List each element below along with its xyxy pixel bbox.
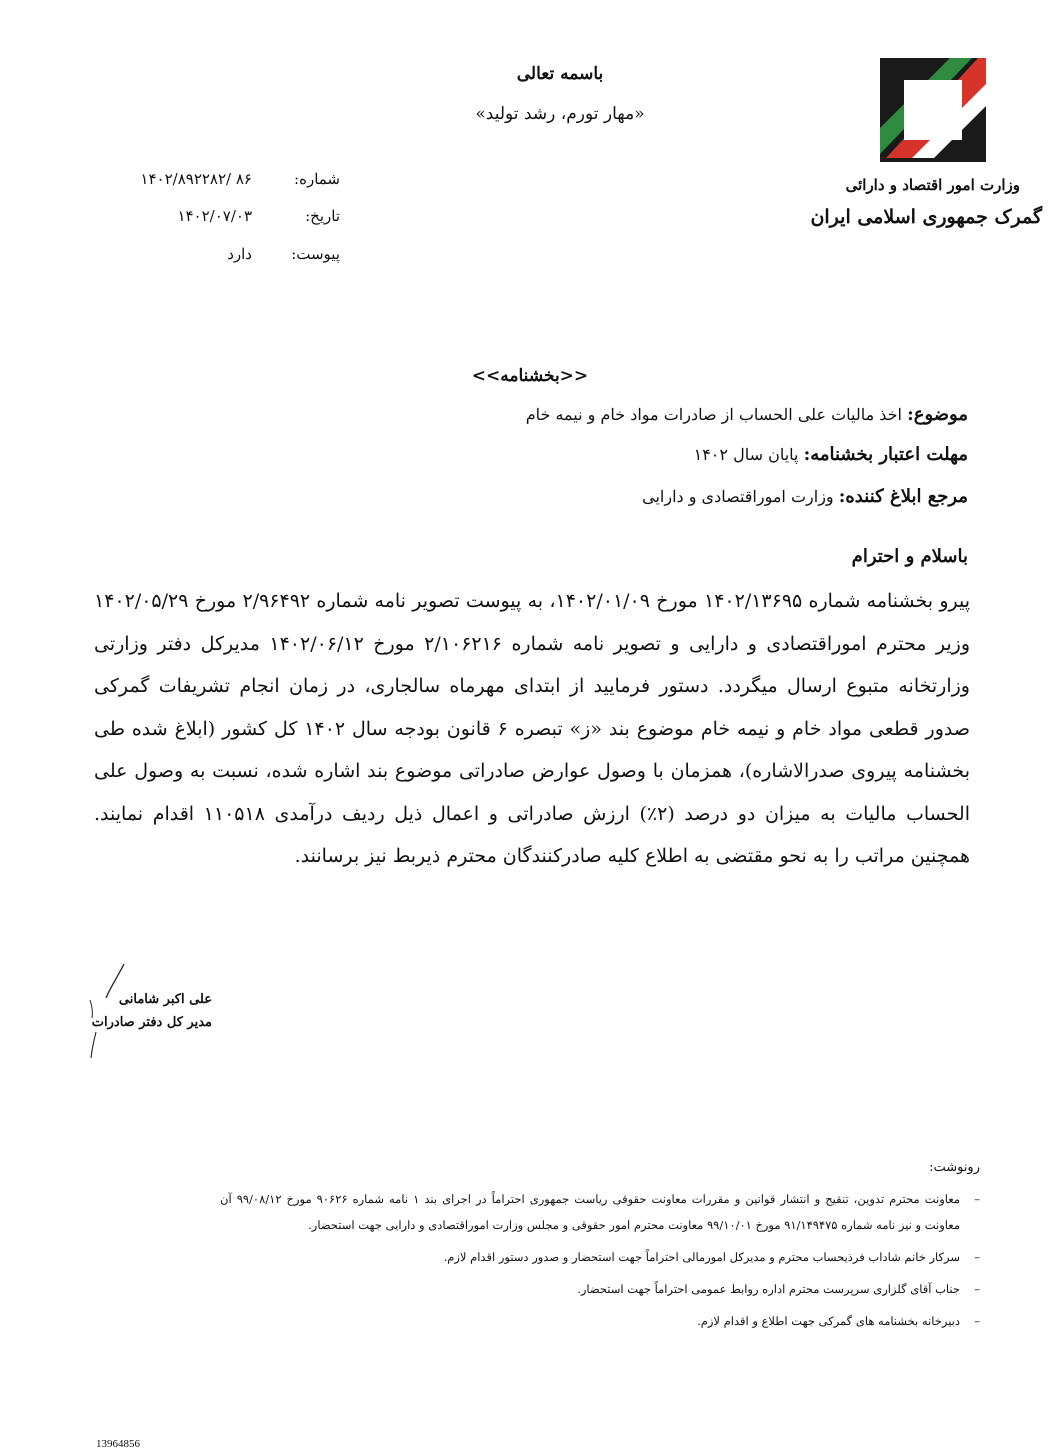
ministry-name: وزارت امور اقتصاد و دارائی: [845, 176, 1020, 194]
authority-field: [88, 486, 968, 507]
number-label: شماره:: [294, 170, 340, 188]
letter-date-row: [100, 207, 340, 233]
invocation-heading: باسمه تعالی: [516, 64, 604, 84]
subject-value: اخذ مالیات علی الحساب از صادرات مواد خام و نیمه خام: [525, 405, 902, 424]
date-label: تاریخ:: [305, 207, 340, 225]
customs-logo-icon: [880, 58, 986, 162]
copies-label: رونوشت:: [929, 1160, 980, 1175]
validity-label: مهلت اعتبار بخشنامه:: [803, 444, 968, 465]
signatory-title: مدیر کل دفتر صادرات: [91, 1015, 212, 1030]
subject-field: [88, 404, 968, 425]
document-id: 13964856: [96, 1438, 140, 1450]
copies-list: [220, 1186, 980, 1340]
letter-number-row: [100, 170, 340, 196]
attachment-label: پیوست:: [291, 245, 340, 263]
letter-attachment-row: [100, 245, 340, 271]
validity-value: پایان سال ۱۴۰۲: [693, 445, 799, 464]
number-value: ۸۶ /۱۴۰۲/۸۹۲۲۸۲: [140, 170, 252, 188]
greeting: باسلام و احترام: [851, 546, 968, 567]
signatory-name: علی اکبر شامانی: [118, 992, 212, 1007]
circular-title: <<بخشنامه>>: [471, 366, 589, 386]
date-value: ۱۴۰۲/۰۷/۰۳: [177, 207, 252, 225]
authority-label: مرجع ابلاغ کننده:: [838, 486, 968, 507]
list-item: – دبیرخانه بخشنامه های گمرکی جهت اطلاع و اقدام لازم.: [220, 1308, 980, 1334]
validity-field: [88, 444, 968, 465]
list-item: – جناب آقای گلزاری سرپرست محترم اداره روابط عمومی احتراماً جهت استحضار.: [220, 1276, 980, 1302]
year-slogan: «مهار تورم، رشد تولید»: [475, 104, 645, 124]
list-item: – سرکار خانم شاداب فرذیحساب محترم و مدیرکل امورمالی احتراماً جهت استحضار و صدور دستور اقدام لازم.: [220, 1244, 980, 1270]
list-item: – معاونت محترم تدوین، تنقیح و انتشار قوانین و مقررات معاونت حقوقی ریاست جمهوری احتراماً در اجرای بند ۱ نامه شماره ۹۰۶۲۶ مورخ ۹۹/۰۸/۱۲ آن معاونت و نیز نامه شماره ۹۱/۱۴۹۴۷۵ مورخ ۹۹/۱۰/۰۱ معاونت محترم امور حقوقی و مجلس وزارت اموراقتصادی و دارایی جهت استحضار.: [220, 1186, 980, 1238]
letter-body: پیرو بخشنامه شماره ۱۴۰۲/۱۳۶۹۵ مورخ ۱۴۰۲/۰۱/۰۹، به پیوست تصویر نامه شماره ۲/۹۶۴۹۲ مورخ ۱۴۰۲/۰۵/۲۹ وزیر محترم اموراقتصادی و دارایی و تصویر نامه شماره ۲/۱۰۶۲۱۶ مورخ ۱۴۰۲/۰۶/۱۲ مدیرکل دفتر وزارتی وزارتخانه متبوع ارسال میگردد. دستور فرمایید از ابتدای مهرماه سالجاری، در زمان انجام تشریفات گمرکی صدور قطعی مواد خام و نیمه خام موضوع بند «ز» تبصره ۶ قانون بودجه سال ۱۴۰۲ کل کشور (ابلاغ شده طی بخشنامه پیروی صدرالاشاره)، همزمان با وصول عوارض صادراتی موضوع بند اشاره شده، نسبت به وصول علی الحساب مالیات به میزان دو درصد (۲٪) ارزش صادراتی و اعمال ذیل ردیف درآمدی ۱۱۰۵۱۸ اقدام نمایند. همچنین مراتب را به نحو مقتضی به اطلاع کلیه صادرکنندگان محترم ذیربط نیز برسانند.: [94, 590, 971, 867]
authority-value: وزارت اموراقتصادی و دارایی: [642, 487, 834, 506]
subject-label: موضوع:: [907, 404, 968, 425]
customs-name: گمرک جمهوری اسلامی ایران: [810, 206, 1042, 228]
attachment-value: دارد: [227, 245, 252, 263]
